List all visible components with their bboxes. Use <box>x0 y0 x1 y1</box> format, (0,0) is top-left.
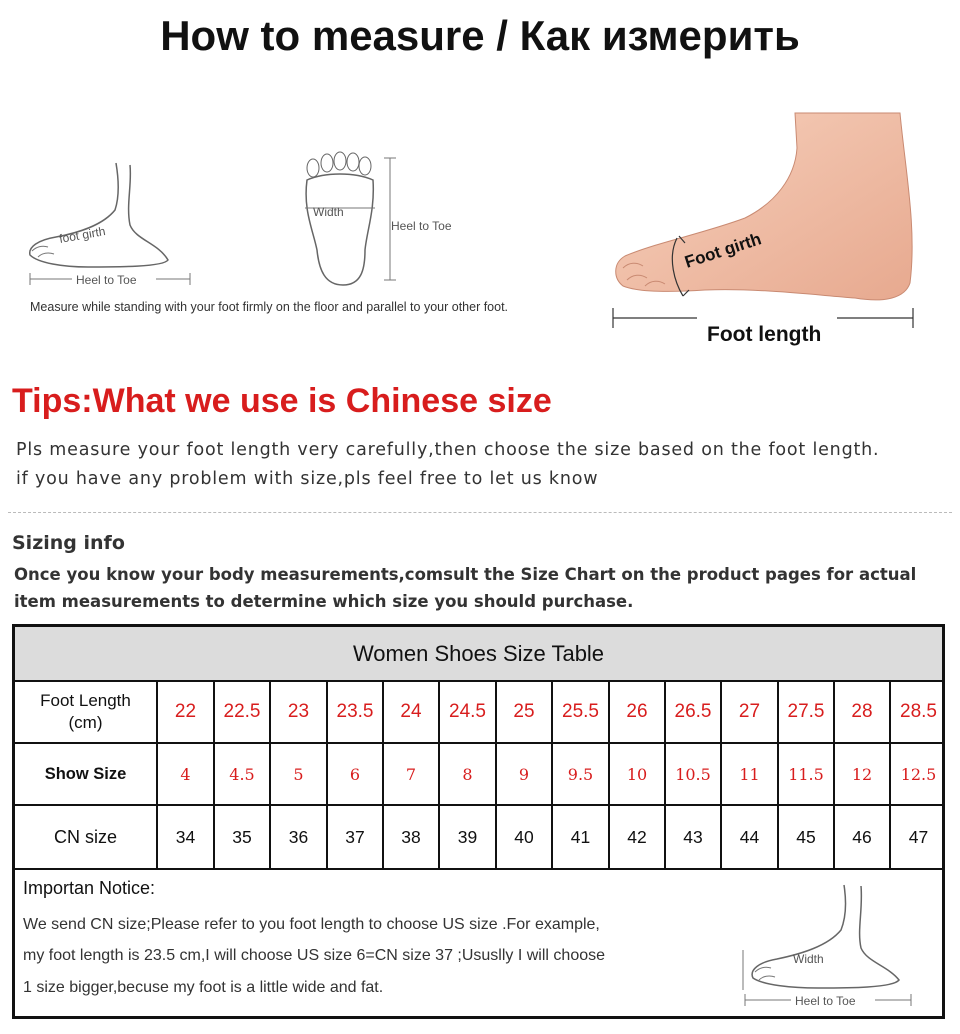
notice-foot-diagram <box>733 880 923 1015</box>
foot-length-row <box>15 682 942 744</box>
foot-length-cell: 26.5 <box>666 682 722 742</box>
notice-length-label: Heel to Toe <box>795 994 856 1008</box>
sole-length-label: Heel to Toe <box>391 219 452 233</box>
sole-width-label: Width <box>313 205 344 219</box>
show-size-cell: 8 <box>440 744 497 804</box>
foot-length-label: Foot Length <box>40 691 131 710</box>
cn-size-cell: 42 <box>610 806 666 868</box>
show-size-cell: 11.5 <box>779 744 835 804</box>
foot-length-cell: 27.5 <box>779 682 835 742</box>
notice-line-1: We send CN size;Please refer to you foot length to choose US size .For example, <box>23 916 600 933</box>
cn-size-cell: 38 <box>384 806 440 868</box>
show-size-label: Show Size <box>15 744 158 804</box>
foot-length-cell: 28.5 <box>900 701 937 722</box>
show-size-cell: 6 <box>328 744 384 804</box>
cn-size-cell: 39 <box>440 806 497 868</box>
foot-length-cell: 28 <box>835 682 891 742</box>
cn-size-cell: 45 <box>779 806 835 868</box>
foot-length-cell: 22.5 <box>215 682 271 742</box>
show-size-cell: 10 <box>610 744 666 804</box>
sole-diagram <box>295 150 475 290</box>
cn-size-cell: 46 <box>835 806 891 868</box>
show-size-cell: 9.5 <box>553 744 610 804</box>
cn-size-cell: 40 <box>497 806 553 868</box>
cn-size-cell: 34 <box>158 806 215 868</box>
foot-length-cell: 22 <box>158 682 215 742</box>
foot-girth-label: Foot girth <box>682 229 764 272</box>
page-title: How to measure / Как измерить <box>160 12 800 59</box>
tips-line-1: Pls measure your foot length very carefully,then choose the size based on the foot length. <box>16 440 880 460</box>
foot-length-cell: 27 <box>722 682 779 742</box>
cn-size-cell: 41 <box>553 806 610 868</box>
tips-line-2: if you have any problem with size,pls feel free to let us know <box>16 469 599 489</box>
foot-length-cell: 23 <box>271 682 328 742</box>
show-size-cell: 12 <box>835 744 891 804</box>
show-size-cell: 10.5 <box>666 744 722 804</box>
notice-width-label: Width <box>793 952 824 966</box>
show-size-cell: 7 <box>384 744 440 804</box>
notice-line-3: 1 size bigger,becuse my foot is a little wide and fat. <box>23 979 384 996</box>
sizing-heading: Sizing info <box>12 532 125 554</box>
cn-size-cell: 44 <box>722 806 779 868</box>
cn-size-cell: 36 <box>271 806 328 868</box>
tips-heading: Tips:What we use is Chinese size <box>12 382 552 420</box>
show-size-cell: 9 <box>497 744 553 804</box>
foot-length-cell: 25.5 <box>553 682 610 742</box>
cn-size-cell: 35 <box>215 806 271 868</box>
divider <box>8 512 952 513</box>
cn-size-cell: 37 <box>328 806 384 868</box>
show-size-row <box>15 744 942 806</box>
notice-line-2: my foot length is 23.5 cm,I will choose US size 6=CN size 37 ;Ususlly I will choose <box>23 947 606 964</box>
show-size-cell: 11 <box>722 744 779 804</box>
measure-caption: Measure while standing with your foot firmly on the floor and parallel to your other foot. <box>30 300 509 314</box>
cn-size-cell: 43 <box>666 806 722 868</box>
size-table <box>12 624 945 1019</box>
foot-length-cell: 23.5 <box>328 682 384 742</box>
sizing-line-1: Once you know your body measurements,comsult the Size Chart on the product pages for actual <box>14 565 917 584</box>
show-size-cell: 12.5 <box>900 764 937 784</box>
foot-length-cell: 24 <box>384 682 440 742</box>
cn-size-cell: 47 <box>908 826 929 847</box>
show-size-cell: 4.5 <box>215 744 271 804</box>
foot-length-cell: 26 <box>610 682 666 742</box>
notice-heading: Importan Notice: <box>23 878 156 898</box>
side-length-label: Heel to Toe <box>76 273 137 287</box>
foot-length-cell: 24.5 <box>440 682 497 742</box>
show-size-cell: 5 <box>271 744 328 804</box>
sizing-line-2: item measurements to determine which size you should purchase. <box>14 592 634 611</box>
cn-size-row <box>15 806 942 870</box>
big-foot-diagram <box>605 108 925 358</box>
foot-length-label-cell <box>15 682 158 742</box>
cn-size-label: CN size <box>15 806 158 868</box>
show-size-cell: 4 <box>158 744 215 804</box>
table-title: Women Shoes Size Table <box>15 627 942 682</box>
foot-length-cell: 25 <box>497 682 553 742</box>
foot-length-label: Foot length <box>707 323 822 346</box>
side-girth-label: foot girth <box>58 224 107 246</box>
side-foot-diagram <box>18 155 198 295</box>
foot-length-unit: (cm) <box>68 713 103 732</box>
